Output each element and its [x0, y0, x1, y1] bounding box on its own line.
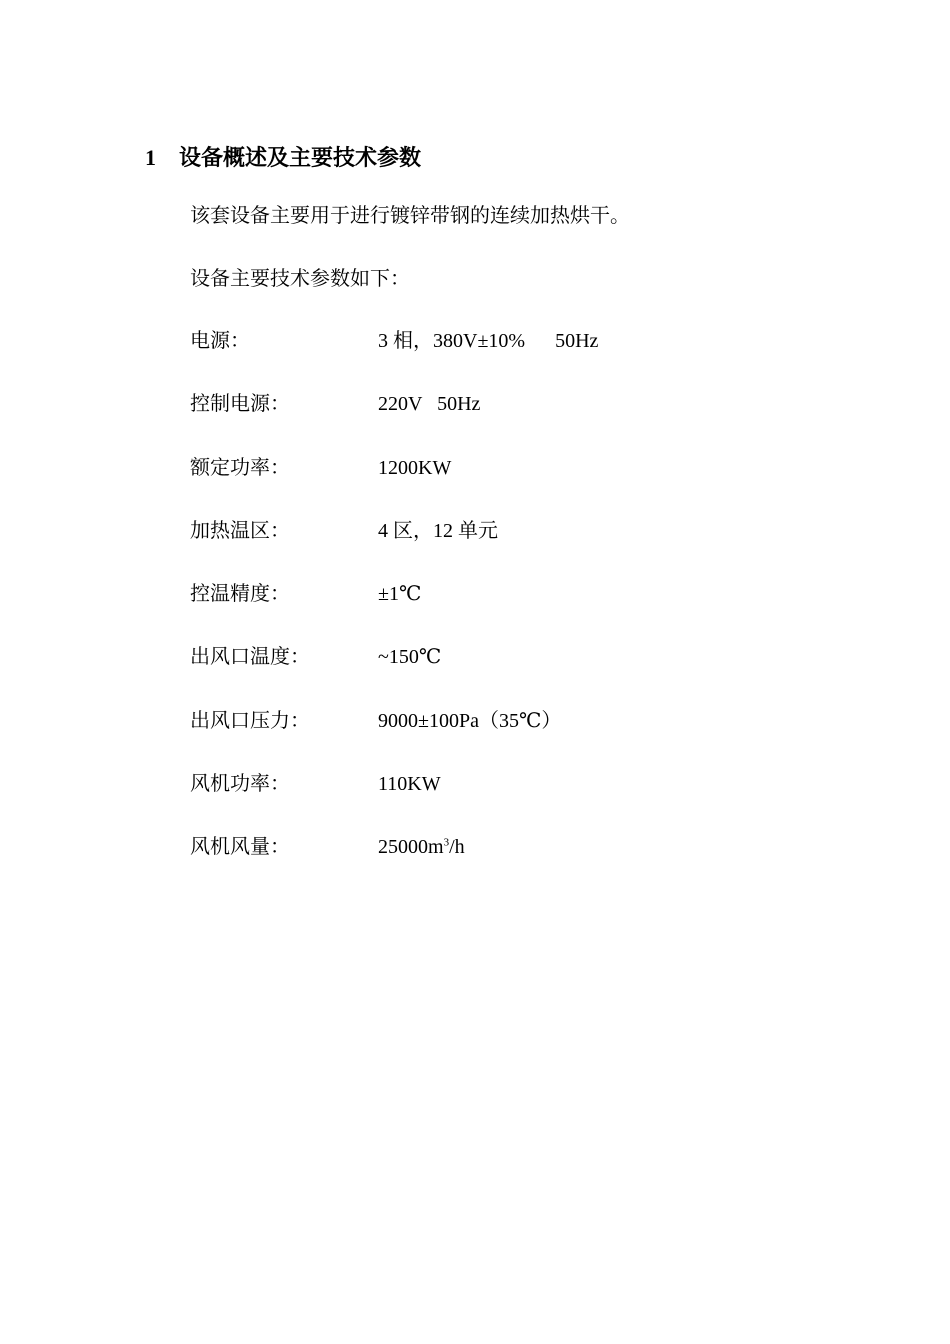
spec-row-fan-airflow [190, 833, 830, 896]
spec-row-control-power [190, 390, 830, 453]
spec-value: 110KW [378, 773, 441, 796]
spec-row-heating-zones [190, 517, 830, 580]
section-number: 1 [145, 145, 156, 170]
spec-row-outlet-pressure [190, 707, 830, 770]
spec-list [190, 327, 830, 897]
spec-label: 控制电源： [190, 393, 290, 416]
spec-value [378, 833, 465, 861]
section-title: 设备概述及主要技术参数 [179, 145, 422, 170]
spec-label: 出风口压力： [190, 709, 310, 732]
spec-row-outlet-temp [190, 643, 830, 706]
spec-row-temp-accuracy [190, 580, 830, 643]
spec-label: 控温精度： [190, 583, 290, 606]
section-heading [145, 142, 421, 174]
spec-value: 4 区，12 单元 [378, 519, 498, 542]
spec-label: 额定功率： [190, 456, 290, 479]
params-heading: 设备主要技术参数如下： [190, 268, 410, 290]
spec-row-fan-power [190, 770, 830, 833]
spec-value: 3 相，380V±10% 50Hz [378, 330, 599, 352]
spec-value: 220V 50Hz [378, 393, 481, 416]
spec-value-unit: /h [449, 836, 465, 859]
spec-label: 风机功率： [190, 773, 290, 796]
spec-row-power-supply [190, 327, 830, 390]
spec-label: 出风口温度： [190, 646, 310, 669]
spec-label: 风机风量： [190, 836, 290, 859]
spec-label: 加热温区： [190, 519, 290, 542]
intro-paragraph: 该套设备主要用于进行镀锌带钢的连续加热烘干。 [190, 205, 630, 227]
spec-label: 电源： [190, 330, 250, 352]
spec-value-superscript: 3 [443, 836, 450, 849]
spec-value-main: 25000m [378, 836, 444, 859]
spec-value: ±1℃ [378, 583, 422, 606]
spec-value: 1200KW [378, 456, 452, 479]
spec-value: ~150℃ [378, 646, 442, 669]
spec-row-rated-power [190, 454, 830, 517]
spec-value: 9000±100Pa（35℃） [378, 709, 562, 732]
